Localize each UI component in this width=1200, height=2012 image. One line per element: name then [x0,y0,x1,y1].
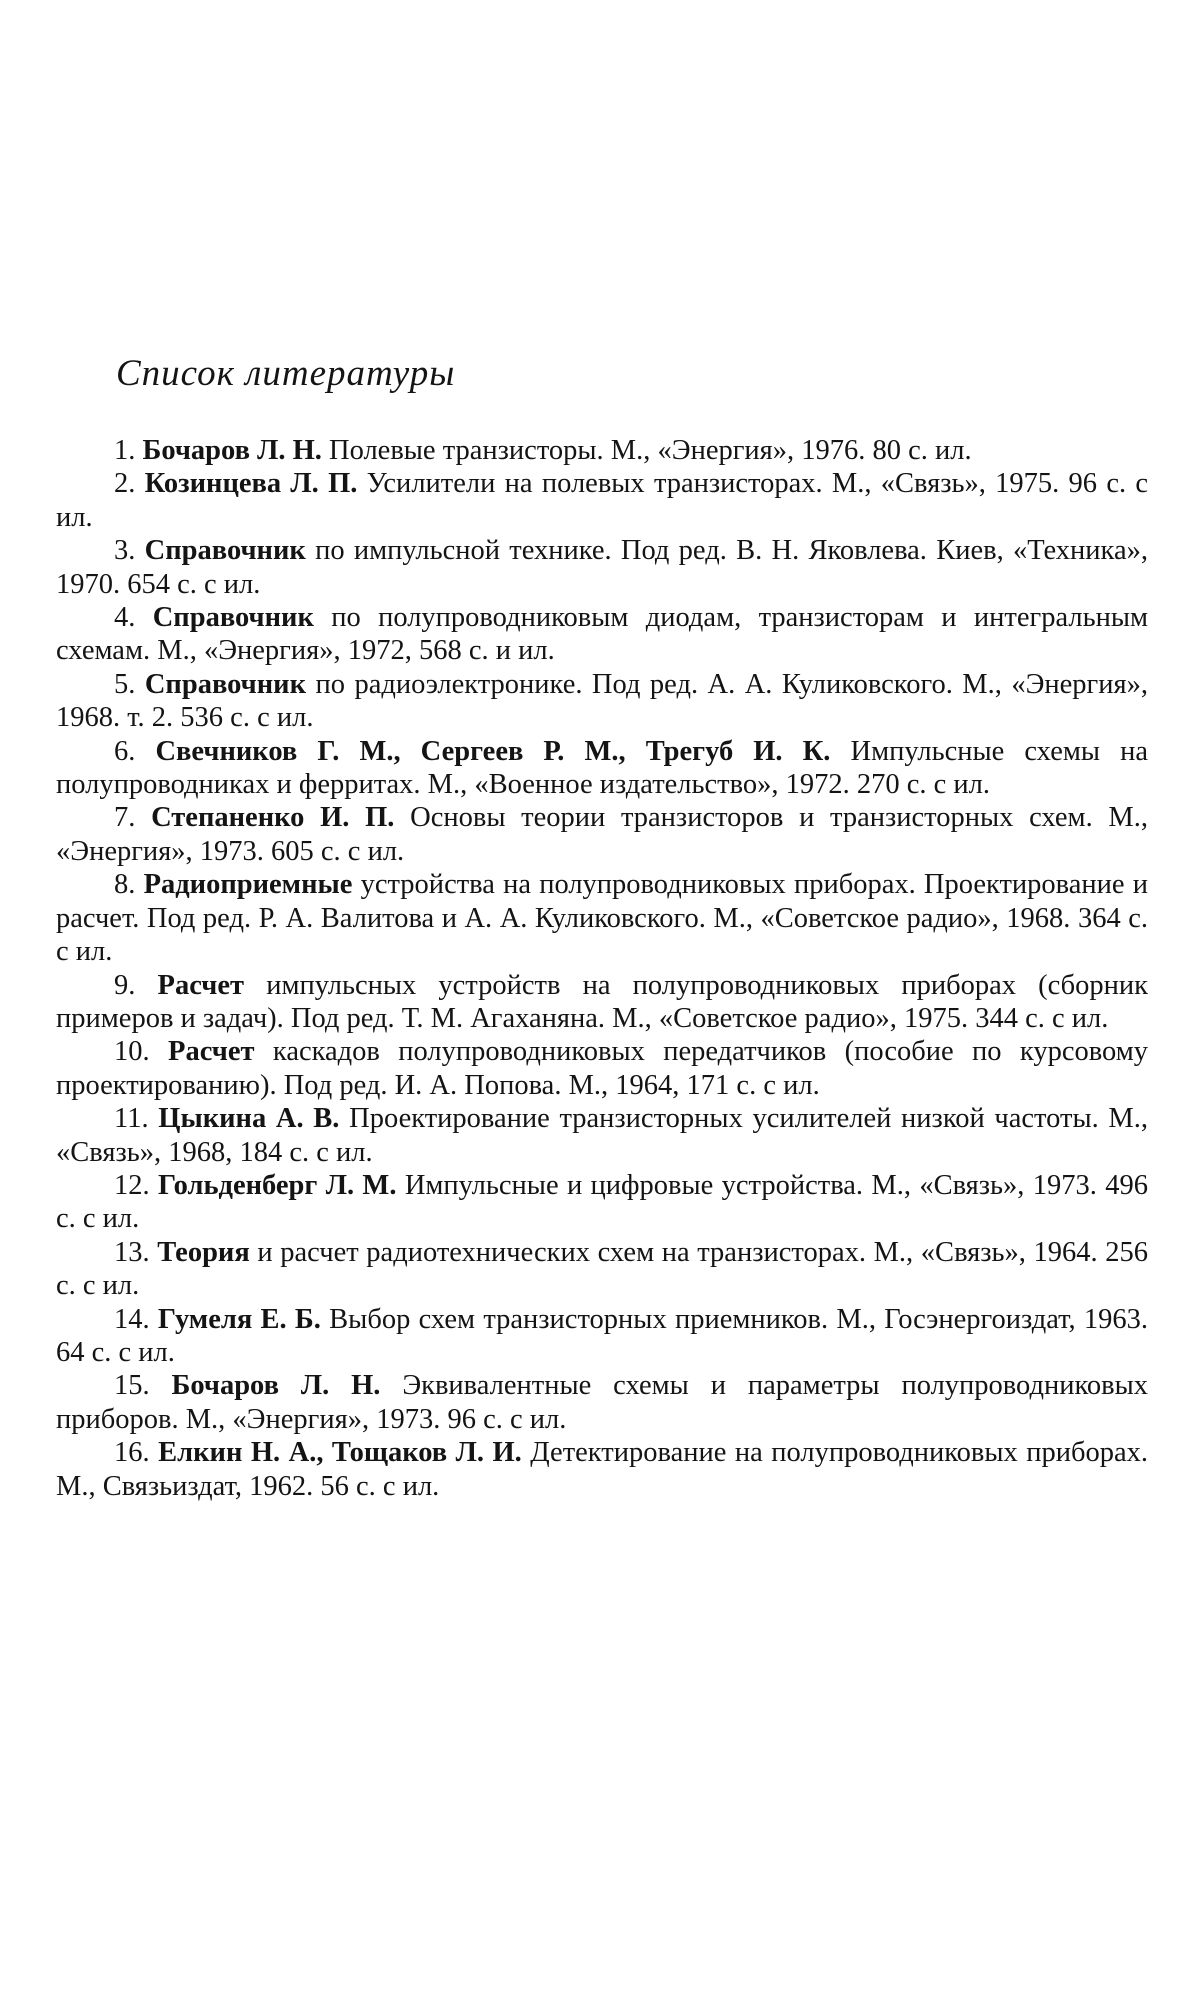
reference-number: 14. [114,1303,150,1335]
reference-author: Свечников Г. М., Сергеев Р. М., Трегуб И. К. [155,735,831,767]
reference-author: Бочаров Л. Н. [171,1370,381,1402]
book-page [56,0,1148,2012]
reference-details: Эквивалентные схемы и параметры полупроводниковых приборов. М., «Энергия», 1973. 96 с. с ил. [56,1370,1148,1435]
reference-item [56,735,1148,802]
reference-item [56,801,1148,868]
reference-author: Гумеля Е. Б. [157,1303,321,1335]
reference-details: по радиоэлектронике. Под ред. А. А. Куликовского. М., «Энергия», 1968. т. 2. 536 с. с ил. [56,668,1148,734]
reference-author: Цыкина А. В. [158,1103,340,1135]
reference-item [56,868,1148,968]
reference-author: Справочник [152,602,314,634]
reference-number: 13. [114,1236,150,1268]
reference-number: 15. [114,1370,150,1402]
reference-details: каскадов полупроводниковых передатчиков (пособие по курсовому проектированию). Под ред. И. А. Попова. М., 1964, 171 с. с ил. [56,1036,1149,1101]
reference-author: Козинцева Л. П. [144,468,358,500]
reference-details: Полевые транзисторы. М., «Энергия», 1976. 80 с. ил. [329,435,972,466]
reference-number: 7. [114,802,136,834]
reference-number: 3. [114,535,136,567]
reference-details: и расчет радиотехнических схем на транзисторах. М., «Связь», 1964. 256 с. с ил. [56,1236,1148,1302]
reference-details: устройства на полупроводниковых приборах. Проектирование и расчет. Под ред. Р. А. Валитова и А. А. Куликовского. М., «Советское радио», 1968. 364 с. с ил. [56,869,1149,968]
reference-author: Справочник [144,668,306,700]
reference-item [56,1102,1148,1169]
reference-item [56,1035,1148,1102]
reference-item [56,668,1148,735]
reference-number: 2. [114,468,136,500]
reference-details: Усилители на полевых транзисторах. М., «Связь», 1975. 96 с. с ил. [56,468,1149,533]
reference-author: Радиоприемные [143,869,353,901]
reference-item [56,969,1148,1036]
reference-details: по полупроводниковым диодам, транзисторам и интегральным схемам. М., «Энергия», 1972, 568 с. и ил. [56,602,1148,667]
reference-details: Импульсные схемы на полупроводниках и ферритах. М., «Военное издательство», 1972. 270 с. с ил. [56,735,1148,801]
reference-number: 9. [114,969,136,1001]
reference-author: Теория [157,1236,250,1268]
reference-item [56,1169,1148,1236]
reference-author: Расчет [157,969,245,1001]
reference-details: Импульсные и цифровые устройства. М., «Связь», 1973. 496 с. с ил. [56,1169,1149,1235]
reference-author: Справочник [144,535,306,567]
reference-item [56,1369,1148,1436]
reference-number: 8. [114,869,136,901]
reference-number: 1. [114,435,136,466]
reference-item [56,1303,1148,1370]
reference-author: Степаненко И. П. [151,802,395,834]
reference-number: 5. [114,668,136,700]
reference-number: 16. [114,1437,150,1469]
reference-details: Детектирование на полупроводниковых приборах. М., Связьиздат, 1962. 56 с. с ил. [56,1437,1149,1502]
reference-details: по импульсной технике. Под ред. В. Н. Яковлева. Киев, «Техника», 1970. 654 с. с ил. [56,535,1148,600]
reference-item [56,534,1148,601]
bibliography-heading: Список литературы [116,353,456,394]
reference-list [56,434,1148,1503]
reference-number: 11. [114,1103,149,1135]
reference-number: 4. [114,602,136,634]
reference-author: Гольденберг Л. М. [157,1169,397,1201]
reference-item [56,601,1148,668]
reference-details: Проектирование транзисторных усилителей низкой частоты. М., «Связь», 1968, 184 с. с ил. [56,1103,1149,1168]
reference-item [56,434,1148,467]
reference-details: Выбор схем транзисторных приемников. М., Госэнергоиздат, 1963. 64 с. с ил. [56,1303,1149,1368]
reference-number: 12. [114,1169,150,1201]
reference-item [56,1236,1148,1303]
reference-details: Основы теории транзисторов и транзисторных схем. М., «Энергия», 1973. 605 с. с ил. [56,802,1149,867]
reference-number: 10. [114,1036,150,1068]
reference-item [56,1436,1148,1503]
reference-details: импульсных устройств на полупроводниковых приборах (сборник примеров и задач). Под ред. Т. М. Агаханяна. М., «Советское радио», 1975. 344 с. с ил. [56,969,1149,1034]
reference-item [56,467,1148,534]
reference-author: Расчет [168,1036,255,1068]
reference-author: Бочаров Л. Н. [142,435,322,466]
reference-author: Елкин Н. А., Тощаков Л. И. [158,1437,522,1469]
reference-number: 6. [114,735,136,767]
